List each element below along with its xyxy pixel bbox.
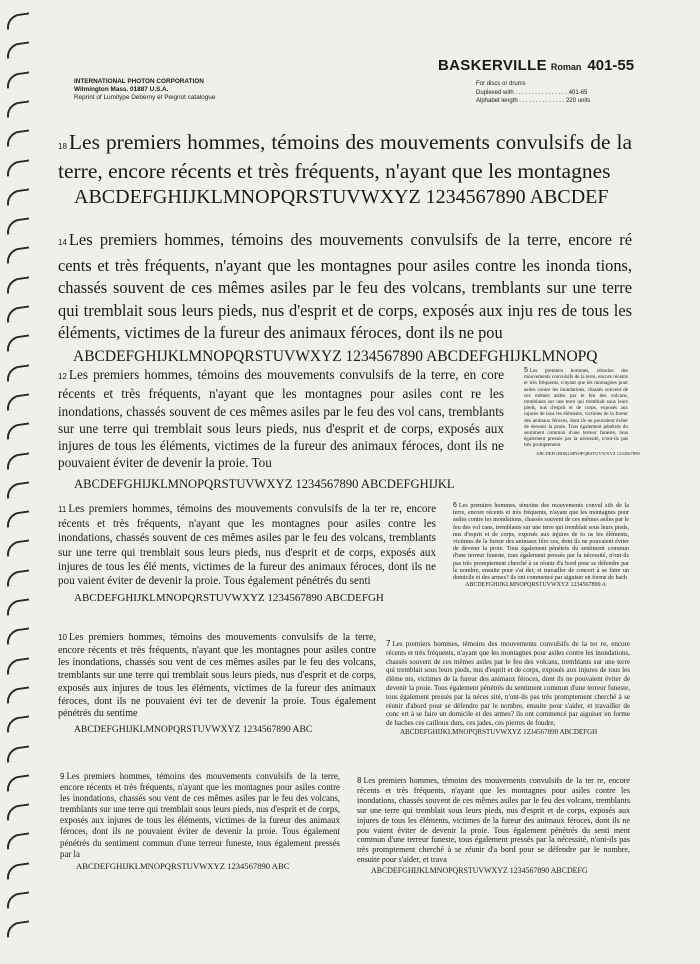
specimen-text: Les premiers hommes, témoins des mouvements convulsifs de la terre, encore récents et très fréquents, n'ayant que les montagnes xyxy=(58,130,632,183)
specimen-alphabet: ABCDEFGHIJKLMNOPQRSTUVWXYZ 1234567890 A xyxy=(465,582,607,589)
specimen-alphabet: ABCDEFGHIJKLMNOPQRSTUVWXYZ 1234567890 ABCDEFGHIJKL xyxy=(74,476,455,491)
binding-ring xyxy=(5,188,31,205)
specimen-text: Les premiers hommes, témoins des mouvements convulsifs de la ter re, encore récents et très fréquents, n'ayant que les montagnes pour asiles contre les inondations, chassés souvent de ces mêmes asiles par le feu des volcans, tremblants sur une terre qui tremblait sous leurs pieds, nus d'esprit et de corps, exposés aux injures de tous les éléments, victimes de la fureur des animaux féroces, dont ils ne pou vaient éviter de devenir la proie. Tous également pénétrés du senti ment commun d'une terreur funeste, tous également pressés par la nécessité, n'ont-ils pas très promptement cherché à se réunir d'a bord pour se défendre par le nombre, ensuite pour s'aider, et trava xyxy=(357,776,630,865)
specimen-alphabet: ABCDEFGHIJKLMNOPQRSTUVWXYZ 1234567890 ABC xyxy=(76,860,290,871)
specimen-size-label: 14 xyxy=(58,238,67,247)
binding-ring xyxy=(5,628,31,645)
specimen-6 xyxy=(453,502,629,590)
specimen-text: Les premiers hommes, témoins des mouvements convulsifs de la terre, encore ré cents et très fréquents, n'ayant que les montagnes pour asiles contre les inonda tions, chassés souvent de ces mêmes asiles par le feu des volcans, tremblants sur une terre qui tremblait sous leurs pieds, nus d'esprit et de corps, exposés aux inju res de tous les éléments, victimes de la fureur des animaux féroces, dont ils ne pou xyxy=(58,230,632,343)
specimen-5 xyxy=(524,367,640,458)
specimen-size-label: 12 xyxy=(58,372,67,381)
binding-ring xyxy=(5,42,31,59)
specimen-text: Les premiers hommes, témoins des mouvements convulsifs de la terre, encore récents et très fréquents, n'ayant que les montagnes pour asiles contre les inondations, chassés sou vent de ces mêmes asiles par le feu des volcans, tremblants sur une terre qui tremblait sous leurs pieds, nus d'esprit et de corps, exposés aux injures de tous les éléments, victimes de la fureur des animaux féroces, dont ils ne pouvaient éviter de devenir la proie. Tous également pénétrés du sentiment commun d'une terreur funeste, tous également pressés par la xyxy=(60,771,340,859)
specimen-size-label: 6 xyxy=(453,502,457,509)
font-specs xyxy=(476,80,590,106)
binding-ring xyxy=(5,452,31,469)
specimen-alphabet: ABCDEFGHIJKLMNOPQRSTUVWXYZ 1234567890 ABCDEFGHIJKLMNOPQ xyxy=(73,347,598,365)
binding-ring xyxy=(5,423,31,440)
binding-ring xyxy=(5,159,31,176)
specimen-8 xyxy=(357,776,630,877)
specimen-alphabet: ABCDEFGHIJKLMNOPQRSTUVWXYZ 1234567890 ABCDEFGH xyxy=(400,727,598,736)
binding-ring xyxy=(5,481,31,498)
specimen-size-label: 18 xyxy=(58,142,67,151)
specimen-alphabet: ABCDEFGHIJKLMNOPQRSTUVWXYZ 1234567890 ABC xyxy=(74,723,313,735)
binding-ring xyxy=(5,100,31,117)
binding-ring xyxy=(5,774,31,791)
specimen-text: Les premiers hommes, témoins des mouvements convulsifs de la terre, encore récents et très fréquents, n'ayant que les montagnes pour asiles contre les inondations, chassés souvent de ces mêmes asiles par le feu des volcans, tremblants sur une terre qui tremblait sous leurs pieds, nus d'esprit et de corps, exposés aux injures de tous les éléments, victimes de la fureur des animaux féroces, dont ils ne pouvaient éviter de devenir la proie. Tous également pénétrés du sentiment commun d'une terreur funeste, tous également pressés par la nécessité, n'ont-ils pas très promptement xyxy=(524,368,628,449)
specimen-alphabet: ABCDEFGHIJKLMNOPQRSTUVWXYZ 1234567890 ABCDEFG xyxy=(371,866,588,876)
binding-ring xyxy=(5,276,31,293)
binding-ring xyxy=(5,130,31,147)
typeface-number: 401-55 xyxy=(587,57,635,74)
publisher-block xyxy=(74,78,215,102)
typeface-style: Roman xyxy=(550,62,582,72)
binding-ring xyxy=(5,716,31,733)
specimen-12 xyxy=(58,366,504,496)
specimen-7 xyxy=(386,640,630,737)
specimen-text: Les premiers hommes, témoins des mouvements convul sifs de la terre, encore récents et très fréquents, n'ayant que les montagnes pour asiles contre les inondations, chassés souvent de ces mêmes asiles par le feu des vol cans, tremblants sur une terre qui tremblait sous leurs pieds, nus d'esprit et de corps, exposés aux injures de to us les éléments, victimes de la fureur des animaux féro ces, dont ils ne pouvaient éviter de devenir la proie. Tous également pénétrés du sentiment commun d'une terreur funeste, tous également pressés par la nécessité, n'ont-ils pas très promptement cherché à se réunir d'a bord pour se défendre par le nombre, ensuite pour s'ai der, et travailler de concert à se faire un domicile et des armes? ils ont commencé par aiguiser en forme de hach xyxy=(453,503,629,582)
specimen-alphabet: ABCDEFGHIJKLMNOPQRSTUVWXYZ 1234567890 xyxy=(536,450,640,456)
typeface-title xyxy=(438,57,634,75)
specimen-alphabet: ABCDEFGHIJKLMNOPQRSTUVWXYZ 1234567890 ABCDEF xyxy=(74,186,609,208)
specimen-text: Les premiers hommes, témoins des mouvements convulsifs de la terre, en core récents et très fréquents, n'ayant que les montagnes pour asiles cont re les inondations, chassés souvent de ces mêmes asiles par le feu des vol cans, tremblants sur une terre qui tremblait sous leurs pieds, nus d'esprit et de corps, exposés aux injures de tous les éléments, victimes de la fureur des animaux féroces, dont ils ne pouvaient éviter de devenir la proie. Tou xyxy=(58,367,504,471)
specimen-10 xyxy=(58,632,376,738)
binding-ring xyxy=(5,364,31,381)
binding-ring xyxy=(5,335,31,352)
company-address: Wilmington Mass. 01887 U.S.A. xyxy=(74,86,169,93)
binding-ring xyxy=(5,247,31,264)
binding-ring xyxy=(5,833,31,850)
binding-ring xyxy=(5,921,31,938)
binding-ring xyxy=(5,891,31,908)
binding-ring xyxy=(5,803,31,820)
typeface-name: BASKERVILLE xyxy=(438,57,547,74)
specimen-text: Les premiers hommes, témoins des mouvements convulsifs de la ter re, encore récents et très fréquents, n'ayant que les montagnes pour asiles contre les inondations, chassés souvent de ces mêmes asiles par le feu des volcans, tremblants sur une terre qui tremblait sous leurs pieds, nus d'esprit et de corps, exposés aux injures de tous les élé ments, victimes de la fureur des animaux féroces, dont ils ne pou vaient éviter de devenir la proie. Tous également pénétrés du senti xyxy=(58,503,436,588)
specimen-text: Les premiers hommes, témoins des mouvements convulsifs de la ter re, encore récents et très fréquents, n'ayant que les montagnes pour asiles contre les inondations, chassés souvent de ces mêmes asiles par le feu des volcans, tremblants sur une terre qui tremblait sous leurs pieds, nus d'esprit et de corps, exposés aux injures de tous les élème nts, victimes de la fureur des animaux féroces, dont ils ne pouvaient éviter de devenir la proie. Tous également pénétrés du sentiment commun d'une terreur funeste, tous également pressés par la néces sité, n'ont-ils pas très promptement cherché à se réunir d'abord pour se défendre par le nombre, ensuite pour s'aider, et travailler de conc ert à se faire un domicile et des armes? ils ont commencé par aiguiser en forme de haches ces cailloux durs, ces jades, ces pierres de foudre, xyxy=(386,640,630,728)
specimen-11 xyxy=(58,502,436,608)
specimen-18 xyxy=(58,130,632,210)
binding-ring xyxy=(5,569,31,586)
specimen-14 xyxy=(58,229,632,368)
binding-ring xyxy=(5,862,31,879)
binding-ring xyxy=(5,745,31,762)
specimen-alphabet: ABCDEFGHIJKLMNOPQRSTUVWXYZ 1234567890 ABCDEFGH xyxy=(74,592,384,605)
binding-ring xyxy=(5,12,31,29)
specimen-text: Les premiers hommes, témoins des mouvements convulsifs de la terre, encore récents et très fréquents, n'ayant que les montagnes pour asiles contre les inondations, chassés sou vent de ces mêmes asiles par le feu des volcans, tremblants sur une terre qui tremblait sous leurs pieds, nus d'esprit et de corps, exposés aux injures de tous les éléments, victimes de la fureur des animaux féroces, dont ils ne pouvaient évi ter de devenir la proie. Tous également pénétrés du sentime xyxy=(58,632,376,720)
binding-ring xyxy=(5,598,31,615)
company-name: INTERNATIONAL PHOTON CORPORATION xyxy=(74,78,204,85)
alphabet-length-spec: Alphabet length . . . . . . . . . . . . . . 220 units xyxy=(476,98,591,104)
reprint-note: Reprint of Lumitype Deberny et Peignot catalogue xyxy=(74,94,216,101)
specimen-9 xyxy=(60,771,340,873)
specimen-size-label: 7 xyxy=(386,639,391,648)
specimen-size-label: 8 xyxy=(357,776,362,785)
binding-ring xyxy=(5,540,31,557)
binding-ring xyxy=(5,510,31,527)
binding-ring xyxy=(5,393,31,410)
duplexed-spec: Duplexed with . . . . . . . . . . . . . . . . 401-65 xyxy=(476,89,588,96)
specimen-size-label: 5 xyxy=(524,367,528,374)
binding-ring xyxy=(5,71,31,88)
discs-note: For discs or drums xyxy=(476,81,526,87)
binding-ring xyxy=(5,217,31,234)
binding-ring xyxy=(5,657,31,674)
specimen-size-label: 9 xyxy=(60,772,65,781)
binding-ring xyxy=(5,305,31,322)
specimen-size-label: 10 xyxy=(58,633,67,642)
binding-ring xyxy=(5,686,31,703)
specimen-size-label: 11 xyxy=(58,505,67,514)
